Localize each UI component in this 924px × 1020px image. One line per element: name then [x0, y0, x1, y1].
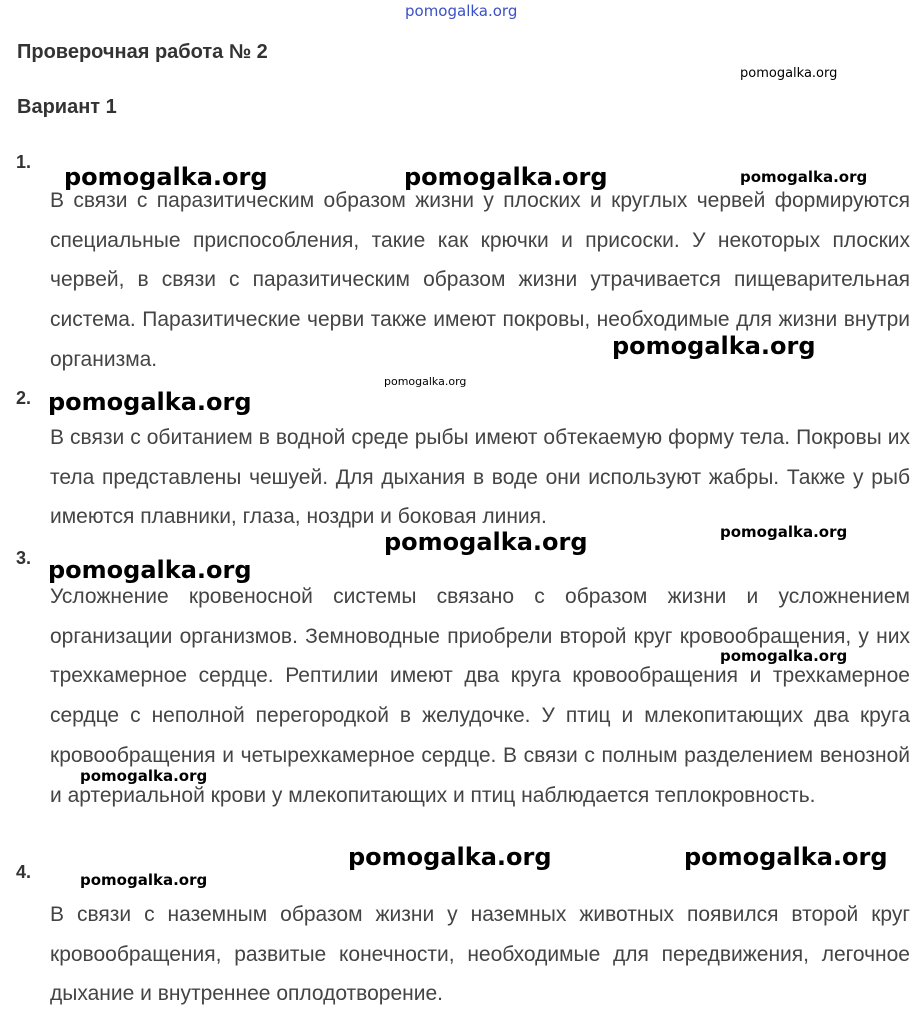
page-title: Проверочная работа № 2 — [17, 41, 268, 63]
watermark: pomogalka.org — [348, 843, 552, 871]
item-text-1: В связи с паразитическим образом жизни у плоских и круглых червей формируются специальные приспособления, такие как крючки и присоски. У некоторых плоских червей, в связи с паразитическим образом жизни утрачивается пищеварительная система. Паразитические черви также имеют покровы, необходимые для жизни внутри организма. — [50, 189, 910, 371]
watermark: pomogalka.org — [64, 163, 268, 191]
item-number-2: 2. — [16, 388, 32, 408]
item-number-4: 4. — [16, 862, 32, 882]
watermark: pomogalka.org — [684, 843, 888, 871]
item-text-2: В связи с обитанием в водной среде рыбы имеют обтекаемую форму тела. Покровы их тела представлены чешуей. Для дыхания в воде они используют жабры. Также у рыб имеются плавники, глаза, ноздри и боковая линия. — [50, 426, 910, 529]
watermark: pomogalka.org — [740, 66, 838, 81]
item-text-3: Усложнение кровеносной системы связано с образом жизни и усложнением организации организмов. Земноводные приобрели второй круг кровообращения, у них трехкамерное сердце. Рептилии имеют два круга кровообращения и трехкамерное сердце с неполной перегородкой в желудочке. У птиц и млекопитающих два круга кровообращения и четырехкамерное сердце. В связи с полным разделением венозной и артериальной крови у млекопитающих и птиц наблюдается теплокровность. — [50, 585, 910, 807]
watermark: pomogalka.org — [720, 523, 848, 541]
watermark: pomogalka.org — [80, 871, 208, 889]
item-text-4: В связи с наземным образом жизни у наземных животных появился второй круг кровообращения, развитые конечности, необходимые для передвижения, легочное дыхание и внутреннее оплодотворение. — [50, 903, 910, 1006]
watermark: pomogalka.org — [80, 767, 208, 785]
watermark: pomogalka.org — [404, 163, 608, 191]
watermark: pomogalka.org — [384, 528, 588, 556]
site-watermark-top: pomogalka.org — [405, 2, 518, 20]
watermark: pomogalka.org — [384, 375, 467, 388]
watermark: pomogalka.org — [720, 647, 848, 665]
watermark: pomogalka.org — [48, 556, 252, 584]
watermark: pomogalka.org — [612, 332, 816, 360]
item-number-3: 3. — [16, 548, 32, 568]
item-number-1: 1. — [16, 152, 32, 172]
variant-heading: Вариант 1 — [17, 96, 117, 118]
watermark: pomogalka.org — [48, 388, 252, 416]
watermark: pomogalka.org — [740, 168, 868, 186]
